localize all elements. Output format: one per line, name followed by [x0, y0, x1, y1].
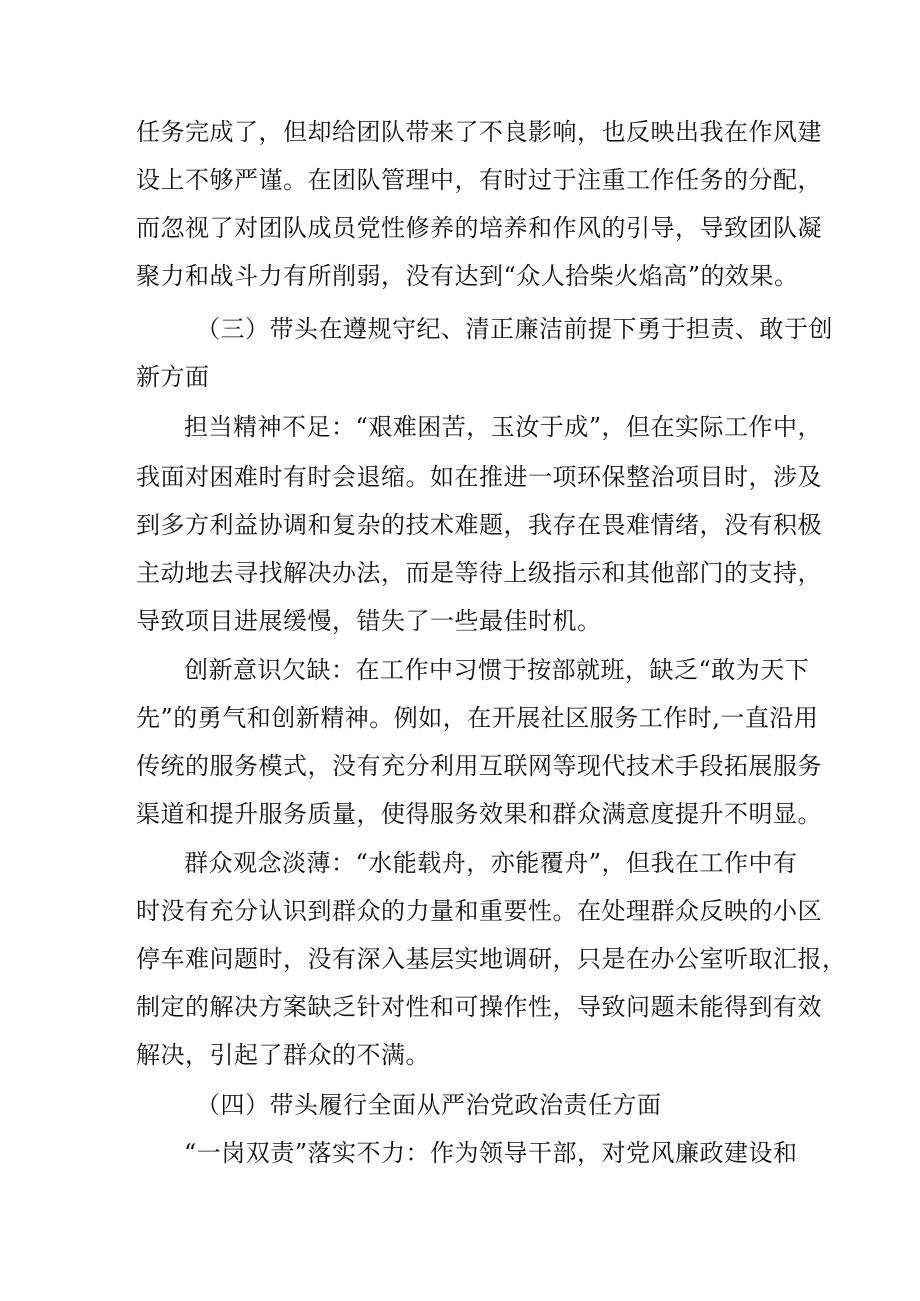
paragraph-line: 聚力和战斗力有所削弱，没有达到“众人拾柴火焰高”的效果。: [136, 262, 799, 290]
paragraph-line: 任务完成了，但却给团队带来了不良影响，也反映出我在作风建: [136, 118, 822, 146]
paragraph-line: 导致项目进展缓慢，错失了一些最佳时机。: [136, 607, 602, 635]
paragraph-line: 渠道和提升服务质量，使得服务效果和群众满意度提升不明显。: [136, 800, 822, 828]
paragraph-line: 设上不够严谨。在团队管理中，有时过于注重工作任务的分配，: [136, 166, 822, 194]
paragraph-line: 先”的勇气和创新精神。例如，在开展社区服务工作时,一直沿用: [136, 704, 819, 732]
paragraph-line: 而忽视了对团队成员党性修养的培养和作风的引导，导致团队凝: [136, 214, 822, 242]
paragraph-line: 停车难问题时，没有深入基层实地调研，只是在办公室听取汇报，: [136, 945, 847, 973]
paragraph-line: 制定的解决方案缺乏针对性和可操作性，导致问题未能得到有效: [136, 993, 822, 1021]
paragraph-line: 创新意识欠缺：在工作中习惯于按部就班，缺乏“敢为天下: [184, 656, 810, 684]
section-heading-4: （四）带头履行全面从严治党政治责任方面: [196, 1091, 662, 1119]
section-heading-3-cont: 新方面: [136, 363, 210, 391]
paragraph-line: 到多方利益协调和复杂的技术难题，我存在畏难情绪，没有积极: [136, 511, 822, 539]
paragraph-line: 担当精神不足：“艰难困苦，玉汝于成”，但在实际工作中，: [184, 413, 823, 441]
paragraph-line: 主动地去寻找解决办法，而是等待上级指示和其他部门的支持，: [136, 559, 822, 587]
paragraph-line: 时没有充分认识到群众的力量和重要性。在处理群众反映的小区: [136, 897, 822, 925]
paragraph-line: 解决，引起了群众的不满。: [136, 1041, 430, 1069]
paragraph-line: 传统的服务模式，没有充分利用互联网等现代技术手段拓展服务: [136, 752, 822, 780]
paragraph-line: 群众观念淡薄：“水能载舟，亦能覆舟”，但我在工作中有: [184, 849, 798, 877]
paragraph-line: 我面对困难时有时会退缩。如在推进一项环保整治项目时，涉及: [136, 463, 822, 491]
section-heading-3: （三）带头在遵规守纪、清正廉洁前提下勇于担责、敢于创: [196, 315, 833, 343]
paragraph-line: “一岗双责”落实不力：作为领导干部，对党风廉政建设和: [184, 1139, 798, 1167]
